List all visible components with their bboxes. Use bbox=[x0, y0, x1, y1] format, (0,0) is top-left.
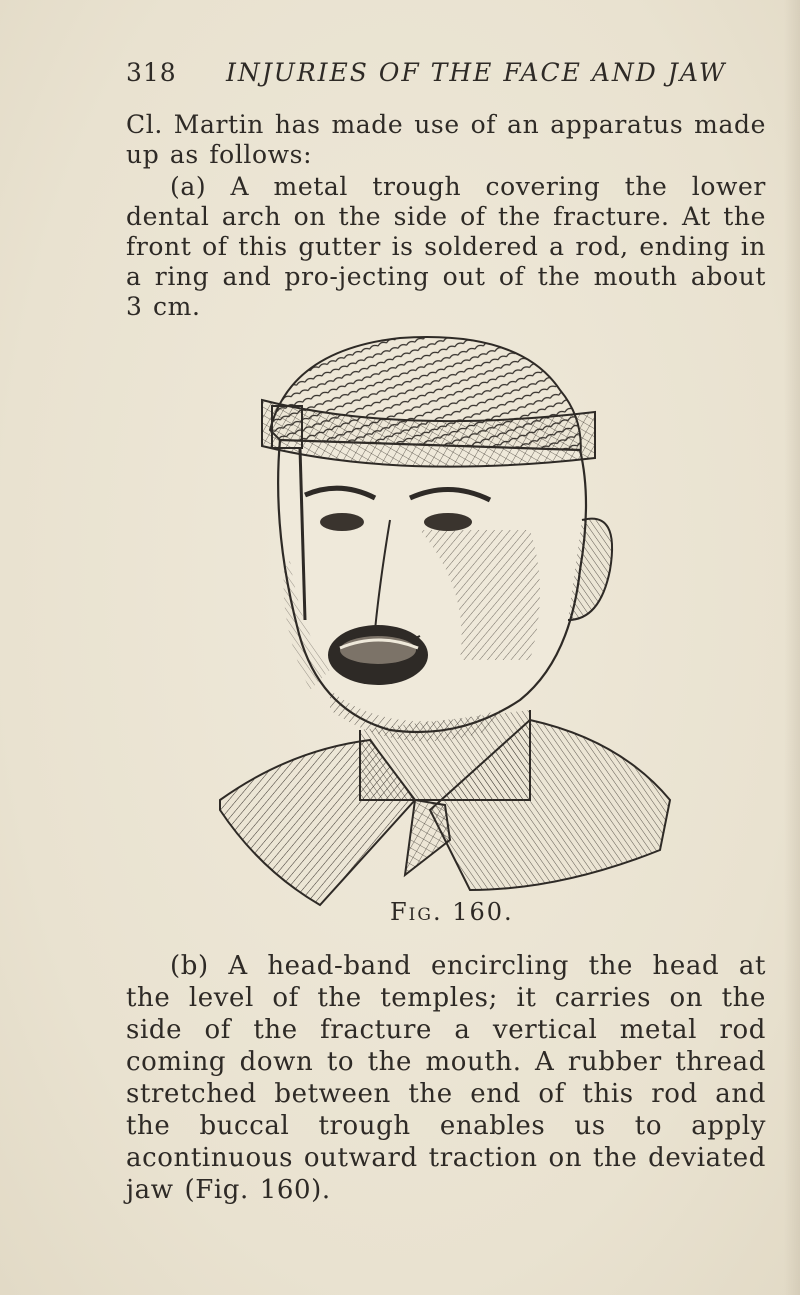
page-edge-shadow bbox=[784, 0, 800, 1295]
paragraph-item-a: (a) A metal trough covering the lower dental arch on the side of the fracture. At the front of this gutter is soldered a rod, ending in a ring and pro-jecting out of the mouth about 3 cm. bbox=[126, 172, 766, 321]
necktie-knot bbox=[405, 800, 450, 875]
figure-caption: Fig. 160. bbox=[390, 898, 514, 926]
collar-left bbox=[220, 740, 415, 905]
running-title: INJURIES OF THE FACE AND JAW bbox=[226, 58, 727, 87]
right-eye bbox=[424, 513, 472, 531]
paragraph-item-b: (b) A head-band encircling the head at the level of the temples; it carries on the side of the fracture a vertical metal rod coming down to the mouth. A rubber thread stretched between the end of this rod and the buccal trough enables us to apply acontinuous outward traction on the deviated jaw (Fig. 160). bbox=[126, 951, 766, 1205]
figure-illustration bbox=[200, 330, 690, 910]
paragraph-intro: Cl. Martin has made use of an apparatus made up as follows: bbox=[126, 110, 766, 169]
page-number: 318 bbox=[126, 58, 177, 87]
left-eye bbox=[320, 513, 364, 531]
page-header bbox=[126, 58, 726, 98]
head-band-apparatus-illustration bbox=[200, 330, 690, 910]
